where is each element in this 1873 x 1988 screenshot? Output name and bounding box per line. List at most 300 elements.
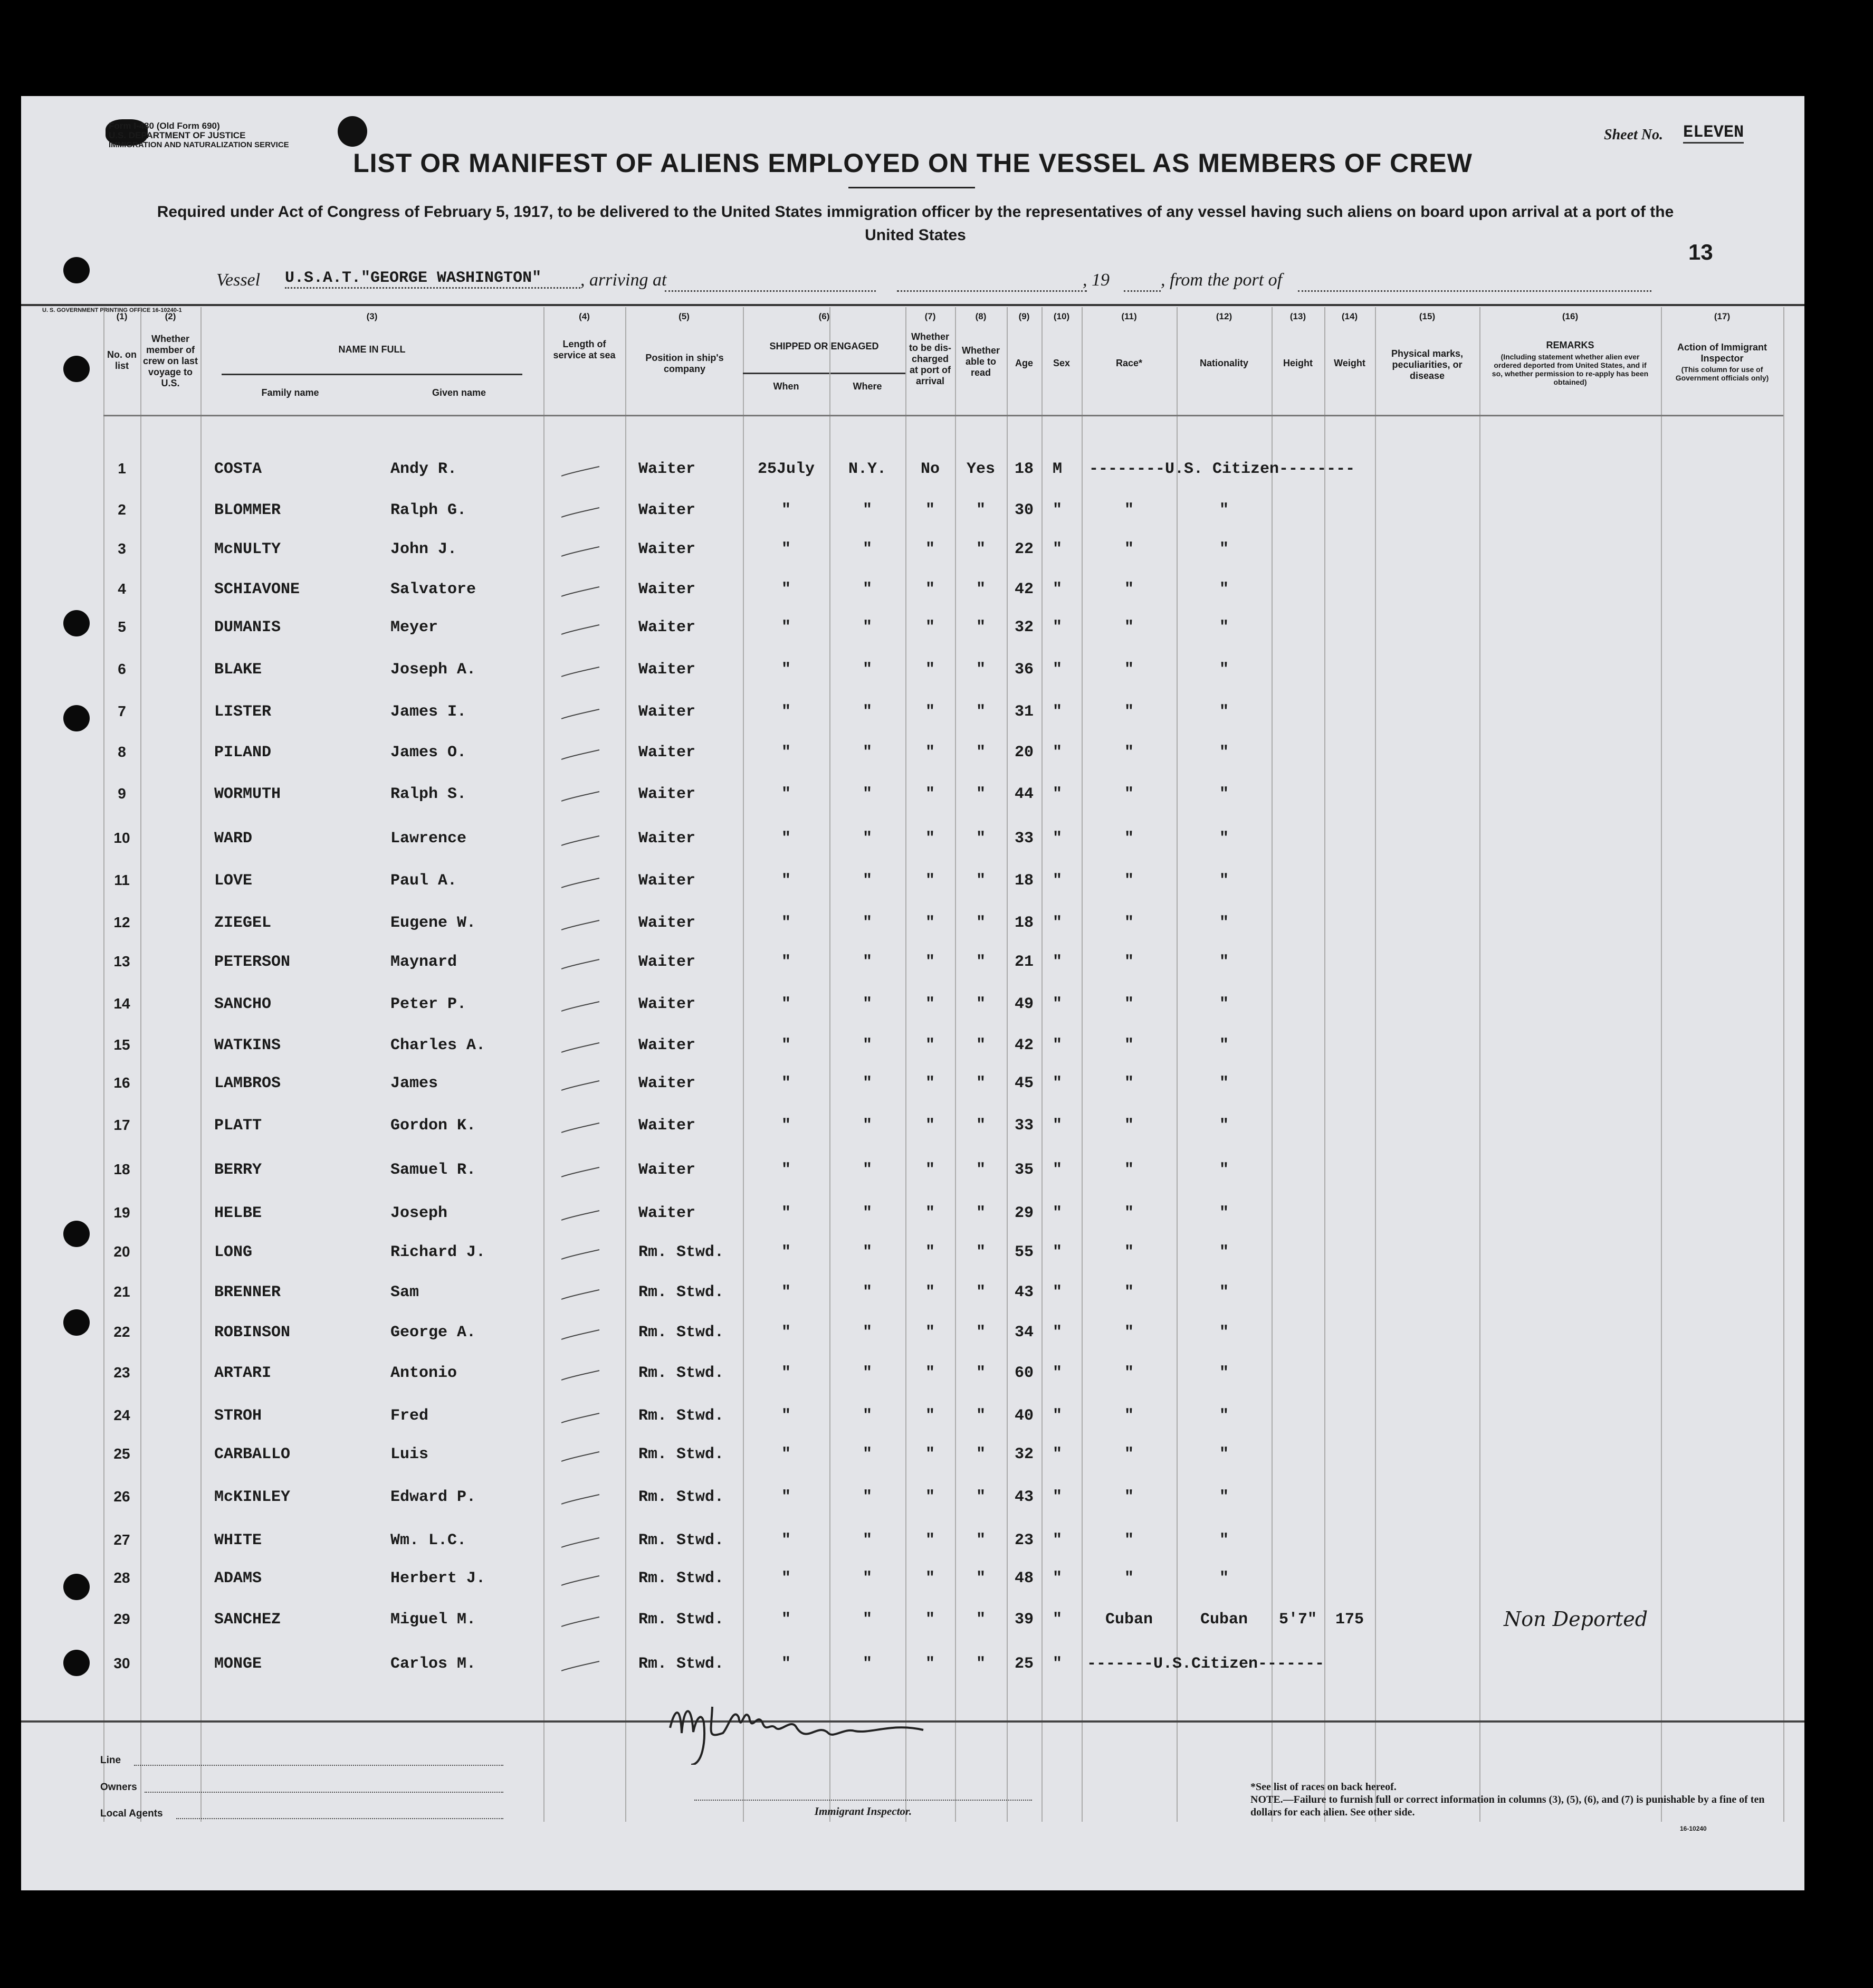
cell-nationality: " xyxy=(1219,581,1229,598)
cell-race: " xyxy=(1124,1283,1134,1301)
cell-age: 35 xyxy=(1014,1161,1034,1179)
cell-given: Peter P. xyxy=(390,995,467,1013)
cell-family: PILAND xyxy=(214,744,272,762)
arrival-port-field xyxy=(665,280,876,292)
cell-sex: " xyxy=(1052,1488,1062,1506)
cell-age: 21 xyxy=(1014,953,1034,971)
cell-when: " xyxy=(781,501,791,519)
action-detail: (This column for use of Government officials only) xyxy=(1675,365,1769,382)
cell-given: Sam xyxy=(390,1283,419,1301)
cell-no: 9 xyxy=(118,785,126,802)
owners-label: Owners xyxy=(100,1782,137,1793)
cell-nationality: " xyxy=(1219,1324,1229,1342)
cell-age: 32 xyxy=(1014,619,1034,636)
cell-read: " xyxy=(976,1036,986,1054)
service-tick-mark xyxy=(559,624,601,635)
cell-no: 11 xyxy=(114,872,130,888)
service-tick-mark xyxy=(559,1329,601,1340)
cell-discharged: " xyxy=(925,1036,935,1054)
cell-where: " xyxy=(862,1570,872,1587)
cell-read: " xyxy=(976,1488,986,1506)
cell-nationality: " xyxy=(1219,1532,1229,1549)
fine-note: NOTE.—Failure to furnish full or correct information in columns (3), (5), (6), and (7) is punishable by a fine of ten dollars for each alien. See other side. xyxy=(1250,1794,1765,1818)
cell-given: Charles A. xyxy=(390,1036,486,1054)
cell-no: 17 xyxy=(113,1117,130,1133)
cell-no: 19 xyxy=(113,1204,130,1221)
col-num: (10) xyxy=(1053,311,1070,321)
cell-no: 16 xyxy=(113,1074,130,1091)
cell-where: " xyxy=(862,1407,872,1425)
cell-position: Rm. Stwd. xyxy=(638,1611,724,1629)
form-number: Form I-480 (Old Form 690) xyxy=(109,121,220,131)
cell-family: SANCHO xyxy=(214,995,272,1013)
cell-age: 31 xyxy=(1014,703,1034,721)
cell-age: 40 xyxy=(1014,1407,1034,1425)
owners-field xyxy=(145,1792,503,1793)
cell-family: CARBALLO xyxy=(214,1445,291,1463)
col-num: (13) xyxy=(1289,311,1306,321)
cell-given: Edward P. xyxy=(390,1488,476,1506)
local-agents-label: Local Agents xyxy=(100,1808,163,1819)
cell-where: " xyxy=(862,914,872,932)
manifest-sheet xyxy=(21,96,1804,1890)
cell-given: Miguel M. xyxy=(390,1611,476,1629)
cell-position: Rm. Stwd. xyxy=(638,1488,724,1506)
cell-sex: M xyxy=(1052,460,1062,478)
service-tick-mark xyxy=(559,1122,601,1134)
cell-read: " xyxy=(976,953,986,971)
cell-race: " xyxy=(1124,953,1134,971)
cell-position: Waiter xyxy=(638,953,696,971)
cell-where: " xyxy=(862,1117,872,1135)
cell-where: " xyxy=(862,1074,872,1092)
cell-family: LISTER xyxy=(214,703,272,721)
cell-age: 44 xyxy=(1014,785,1034,803)
header-bottom-rule xyxy=(103,415,1783,416)
shipped-rule xyxy=(743,373,905,374)
cell-race: " xyxy=(1124,1243,1134,1261)
cell-no: 13 xyxy=(113,953,130,969)
cell-when: " xyxy=(781,661,791,679)
col-num: (8) xyxy=(975,311,987,321)
col-num: (15) xyxy=(1419,311,1436,321)
cell-read: " xyxy=(976,744,986,762)
cell-family: BERRY xyxy=(214,1161,262,1179)
cell-nationality: " xyxy=(1219,501,1229,519)
cell-read: " xyxy=(976,619,986,636)
cell-discharged: " xyxy=(925,581,935,598)
cell-race: Cuban xyxy=(1105,1611,1153,1629)
cell-sex: " xyxy=(1052,785,1062,803)
cell-no: 1 xyxy=(118,460,126,477)
col-header-age: Age xyxy=(1015,358,1033,368)
cell-where: " xyxy=(862,1243,872,1261)
cell-discharged: " xyxy=(925,1161,935,1179)
cell-weight: 175 xyxy=(1335,1611,1364,1629)
cell-family: ADAMS xyxy=(214,1570,262,1587)
cell-where: " xyxy=(862,1324,872,1342)
cell-when: 25July xyxy=(757,460,815,478)
year-field xyxy=(1124,280,1161,292)
cell-read: " xyxy=(976,1532,986,1549)
service-tick-mark xyxy=(559,1575,601,1586)
cell-given: Joseph A. xyxy=(390,661,476,679)
cell-family: WORMUTH xyxy=(214,785,281,803)
cell-when: " xyxy=(781,1243,791,1261)
col-num: (6) xyxy=(818,311,830,321)
cell-age: 36 xyxy=(1014,661,1034,679)
cell-given: Ralph S. xyxy=(390,785,467,803)
service-tick-mark xyxy=(559,919,601,931)
cell-read: " xyxy=(976,830,986,848)
cell-where: " xyxy=(862,830,872,848)
cell-sex: " xyxy=(1052,661,1062,679)
service-tick-mark xyxy=(559,877,601,889)
cell-nationality: " xyxy=(1219,619,1229,636)
col-num: (11) xyxy=(1121,311,1137,321)
cell-discharged: " xyxy=(925,1570,935,1587)
cell-discharged: " xyxy=(925,995,935,1013)
cell-race: " xyxy=(1124,1117,1134,1135)
service-tick-mark xyxy=(559,1289,601,1300)
cell-when: " xyxy=(781,1204,791,1222)
cell-race: " xyxy=(1124,619,1134,636)
sheet-label: Sheet No. xyxy=(1604,127,1663,143)
from-port-label: , from the port of xyxy=(1161,270,1283,290)
cell-given: James O. xyxy=(390,744,467,762)
cell-sex: " xyxy=(1052,1611,1062,1629)
service-tick-mark xyxy=(559,1494,601,1505)
cell-position: Waiter xyxy=(638,1074,696,1092)
cell-discharged: " xyxy=(925,872,935,890)
cell-race: " xyxy=(1124,703,1134,721)
cell-position: Waiter xyxy=(638,540,696,558)
service-tick-mark xyxy=(559,1080,601,1091)
cell-given: Maynard xyxy=(390,953,457,971)
cell-discharged: " xyxy=(925,785,935,803)
cell-position: Waiter xyxy=(638,661,696,679)
service-name: IMMIGRATION AND NATURALIZATION SERVICE xyxy=(109,140,289,149)
cell-age: 42 xyxy=(1014,1036,1034,1054)
cell-age: 18 xyxy=(1014,914,1034,932)
cell-discharged: " xyxy=(925,1611,935,1629)
cell-age: 34 xyxy=(1014,1324,1034,1342)
service-tick-mark xyxy=(559,1369,601,1381)
cell-family: LAMBROS xyxy=(214,1074,281,1092)
cell-family: SANCHEZ xyxy=(214,1611,281,1629)
col-header-crew: Whether member of crew on last voyage to U.S. xyxy=(142,334,198,388)
cell-nationality: " xyxy=(1219,1204,1229,1222)
cell-read: " xyxy=(976,1283,986,1301)
cell-race: " xyxy=(1124,1364,1134,1382)
cell-where: " xyxy=(862,501,872,519)
cell-given: George A. xyxy=(390,1324,476,1342)
cell-where: " xyxy=(862,1611,872,1629)
cell-when: " xyxy=(781,1488,791,1506)
service-tick-mark xyxy=(559,1042,601,1053)
cell-given: Richard J. xyxy=(390,1243,486,1261)
service-tick-mark xyxy=(559,1166,601,1178)
cell-when: " xyxy=(781,830,791,848)
service-tick-mark xyxy=(559,465,601,477)
cell-height: 5'7" xyxy=(1278,1611,1317,1629)
cell-no: 28 xyxy=(113,1570,130,1586)
col-header-position: Position in ship's company xyxy=(645,353,724,374)
cell-family: ARTARI xyxy=(214,1364,272,1382)
cell-family: COSTA xyxy=(214,460,262,478)
cell-sex: " xyxy=(1052,1161,1062,1179)
col-header-no: No. on list xyxy=(107,349,137,371)
cell-position: Rm. Stwd. xyxy=(638,1570,724,1587)
cell-family: BRENNER xyxy=(214,1283,281,1301)
col-header-height: Height xyxy=(1283,358,1313,368)
cell-discharged: " xyxy=(925,703,935,721)
cell-read: " xyxy=(976,1161,986,1179)
cell-discharged: " xyxy=(925,1283,935,1301)
cell-race: " xyxy=(1124,1407,1134,1425)
col-header-when: When xyxy=(773,381,799,392)
cell-no: 20 xyxy=(113,1243,130,1260)
cell-position: Rm. Stwd. xyxy=(638,1283,724,1301)
cell-position: Waiter xyxy=(638,995,696,1013)
cell-race: " xyxy=(1124,1204,1134,1222)
cell-nationality: " xyxy=(1219,1283,1229,1301)
col-header-weight: Weight xyxy=(1334,358,1365,368)
cell-race: " xyxy=(1124,1074,1134,1092)
binder-hole xyxy=(63,257,90,283)
cell-discharged: " xyxy=(925,830,935,848)
cell-position: Waiter xyxy=(638,1204,696,1222)
service-tick-mark xyxy=(559,1451,601,1462)
cell-when: " xyxy=(781,1407,791,1425)
cell-nationality: " xyxy=(1219,1570,1229,1587)
arriving-label: , arriving at xyxy=(580,270,667,290)
cell-read: " xyxy=(976,661,986,679)
col-header-family-name: Family name xyxy=(261,387,319,398)
col-num: (2) xyxy=(165,311,176,321)
cell-position: Rm. Stwd. xyxy=(638,1243,724,1261)
cell-discharged: " xyxy=(925,744,935,762)
cell-read: " xyxy=(976,872,986,890)
service-tick-mark xyxy=(559,835,601,846)
cell-race: " xyxy=(1124,744,1134,762)
cell-position: Rm. Stwd. xyxy=(638,1407,724,1425)
cell-age: 43 xyxy=(1014,1488,1034,1506)
cell-nationality: " xyxy=(1219,872,1229,890)
cell-nationality: " xyxy=(1219,1407,1229,1425)
cell-position: Waiter xyxy=(638,501,696,519)
cell-family: SCHIAVONE xyxy=(214,581,300,598)
cell-nationality: " xyxy=(1219,830,1229,848)
cell-age: 25 xyxy=(1014,1655,1034,1673)
cell-sex: " xyxy=(1052,581,1062,598)
cell-when: " xyxy=(781,914,791,932)
cell-when: " xyxy=(781,1532,791,1549)
cell-given: Fred xyxy=(390,1407,429,1425)
service-tick-mark xyxy=(559,1537,601,1548)
cell-read: Yes xyxy=(966,460,995,478)
cell-where: " xyxy=(862,744,872,762)
col-num: (3) xyxy=(366,311,378,321)
col-header-sex: Sex xyxy=(1053,358,1071,368)
cell-no: 7 xyxy=(118,703,126,719)
col-header-service: Length of service at sea xyxy=(553,339,616,360)
cell-read: " xyxy=(976,540,986,558)
cell-when: " xyxy=(781,1074,791,1092)
cell-family: STROH xyxy=(214,1407,262,1425)
binder-hole xyxy=(63,1221,90,1247)
cell-where: " xyxy=(862,540,872,558)
cell-where: " xyxy=(862,619,872,636)
cell-sex: " xyxy=(1052,995,1062,1013)
cell-no: 27 xyxy=(113,1532,130,1548)
cell-no: 21 xyxy=(113,1283,130,1300)
cell-no: 2 xyxy=(118,501,126,518)
cell-race: " xyxy=(1124,995,1134,1013)
binder-hole xyxy=(63,705,90,731)
cell-discharged: " xyxy=(925,1532,935,1549)
cell-where: " xyxy=(862,953,872,971)
cell-discharged: " xyxy=(925,501,935,519)
line-field xyxy=(134,1765,503,1766)
col-num: (4) xyxy=(579,311,590,321)
cell-family: HELBE xyxy=(214,1204,262,1222)
cell-where: " xyxy=(862,1364,872,1382)
year-label: , 19 xyxy=(1083,270,1110,290)
col-num: (9) xyxy=(1018,311,1030,321)
cell-where: " xyxy=(862,1283,872,1301)
service-tick-mark xyxy=(559,791,601,802)
cell-given: Salvatore xyxy=(390,581,476,598)
cell-when: " xyxy=(781,703,791,721)
cell-given: Samuel R. xyxy=(390,1161,476,1179)
binder-hole xyxy=(63,356,90,382)
cell-given: Ralph G. xyxy=(390,501,467,519)
cell-given: John J. xyxy=(390,540,457,558)
cell-position: Waiter xyxy=(638,872,696,890)
cell-no: 8 xyxy=(118,744,126,760)
ink-blot xyxy=(338,116,367,147)
cell-given: Antonio xyxy=(390,1364,457,1382)
arrival-date-field xyxy=(897,280,1087,292)
cell-nationality: " xyxy=(1219,995,1229,1013)
col-header-shipped: SHIPPED OR ENGAGED xyxy=(769,341,879,351)
cell-discharged: " xyxy=(925,1655,935,1673)
cell-nationality: " xyxy=(1219,744,1229,762)
cell-sex: " xyxy=(1052,1324,1062,1342)
cell-where: " xyxy=(862,661,872,679)
cell-family: WHITE xyxy=(214,1532,262,1549)
cell-family: PETERSON xyxy=(214,953,291,971)
cell-race: " xyxy=(1124,785,1134,803)
cell-position: Rm. Stwd. xyxy=(638,1445,724,1463)
cell-position: Rm. Stwd. xyxy=(638,1364,724,1382)
cell-no: 24 xyxy=(113,1407,130,1423)
cell-discharged: " xyxy=(925,1407,935,1425)
cell-sex: " xyxy=(1052,501,1062,519)
cell-sex: " xyxy=(1052,1074,1062,1092)
cell-sex: " xyxy=(1052,1532,1062,1549)
cell-position: Rm. Stwd. xyxy=(638,1324,724,1342)
cell-position: Waiter xyxy=(638,581,696,598)
cell-no: 25 xyxy=(113,1445,130,1462)
cell-age: 43 xyxy=(1014,1283,1034,1301)
cell-remarks: Non Deported xyxy=(1504,1607,1648,1631)
col-num: (14) xyxy=(1341,311,1358,321)
cell-age: 42 xyxy=(1014,581,1034,598)
cell-sex: " xyxy=(1052,1655,1062,1673)
cell-where: " xyxy=(862,1036,872,1054)
binder-hole xyxy=(63,610,90,636)
cell-discharged: " xyxy=(925,1364,935,1382)
cell-given: Herbert J. xyxy=(390,1570,486,1587)
cell-race: " xyxy=(1124,501,1134,519)
cell-when: " xyxy=(781,1611,791,1629)
cell-discharged: " xyxy=(925,619,935,636)
cell-position: Waiter xyxy=(638,703,696,721)
cell-given: Meyer xyxy=(390,619,438,636)
col-header-discharged: Whether to be dis- charged at port of arrival xyxy=(909,331,951,386)
cell-discharged: " xyxy=(925,661,935,679)
cell-discharged: " xyxy=(925,1243,935,1261)
cell-sex: " xyxy=(1052,619,1062,636)
cell-family: LONG xyxy=(214,1243,253,1261)
cell-age: 48 xyxy=(1014,1570,1034,1587)
document-title: LIST OR MANIFEST OF ALIENS EMPLOYED ON THE VESSEL AS MEMBERS OF CREW xyxy=(353,148,1473,178)
cell-nationality: " xyxy=(1219,785,1229,803)
cell-where: " xyxy=(862,581,872,598)
cell-when: " xyxy=(781,1117,791,1135)
cell-given: James I. xyxy=(390,703,467,721)
cell-read: " xyxy=(976,914,986,932)
cell-position: Waiter xyxy=(638,460,696,478)
cell-where: " xyxy=(862,1204,872,1222)
cell-no: 26 xyxy=(113,1488,130,1505)
cell-age: 45 xyxy=(1014,1074,1034,1092)
line-label: Line xyxy=(100,1755,121,1766)
cell-sex: " xyxy=(1052,744,1062,762)
service-tick-mark xyxy=(559,1001,601,1012)
cell-no: 30 xyxy=(113,1655,130,1671)
cell-when: " xyxy=(781,1445,791,1463)
col-header-read: Whether able to read xyxy=(962,345,1000,378)
cell-nationality: Cuban xyxy=(1200,1611,1248,1629)
cell-no: 10 xyxy=(113,830,130,846)
cell-family: MONGE xyxy=(214,1655,262,1673)
cell-read: " xyxy=(976,1117,986,1135)
cell-sex: " xyxy=(1052,1570,1062,1587)
col-header-nationality: Nationality xyxy=(1199,358,1248,368)
cell-no: 18 xyxy=(113,1161,130,1177)
form-code: 16-10240 xyxy=(1680,1825,1707,1832)
header-top-rule xyxy=(21,304,1804,306)
cell-position: Waiter xyxy=(638,1036,696,1054)
cell-family: BLAKE xyxy=(214,661,262,679)
cell-age: 33 xyxy=(1014,1117,1034,1135)
cell-age: 29 xyxy=(1014,1204,1034,1222)
cell-when: " xyxy=(781,995,791,1013)
service-tick-mark xyxy=(559,708,601,720)
cell-sex: " xyxy=(1052,1283,1062,1301)
service-tick-mark xyxy=(559,1210,601,1221)
cell-age: 32 xyxy=(1014,1445,1034,1463)
cell-discharged: " xyxy=(925,1488,935,1506)
cell-given: Joseph xyxy=(390,1204,448,1222)
cell-family: ROBINSON xyxy=(214,1324,291,1342)
cell-where: " xyxy=(862,1532,872,1549)
page-number: 13 xyxy=(1688,240,1713,264)
cell-no: 5 xyxy=(118,619,126,635)
